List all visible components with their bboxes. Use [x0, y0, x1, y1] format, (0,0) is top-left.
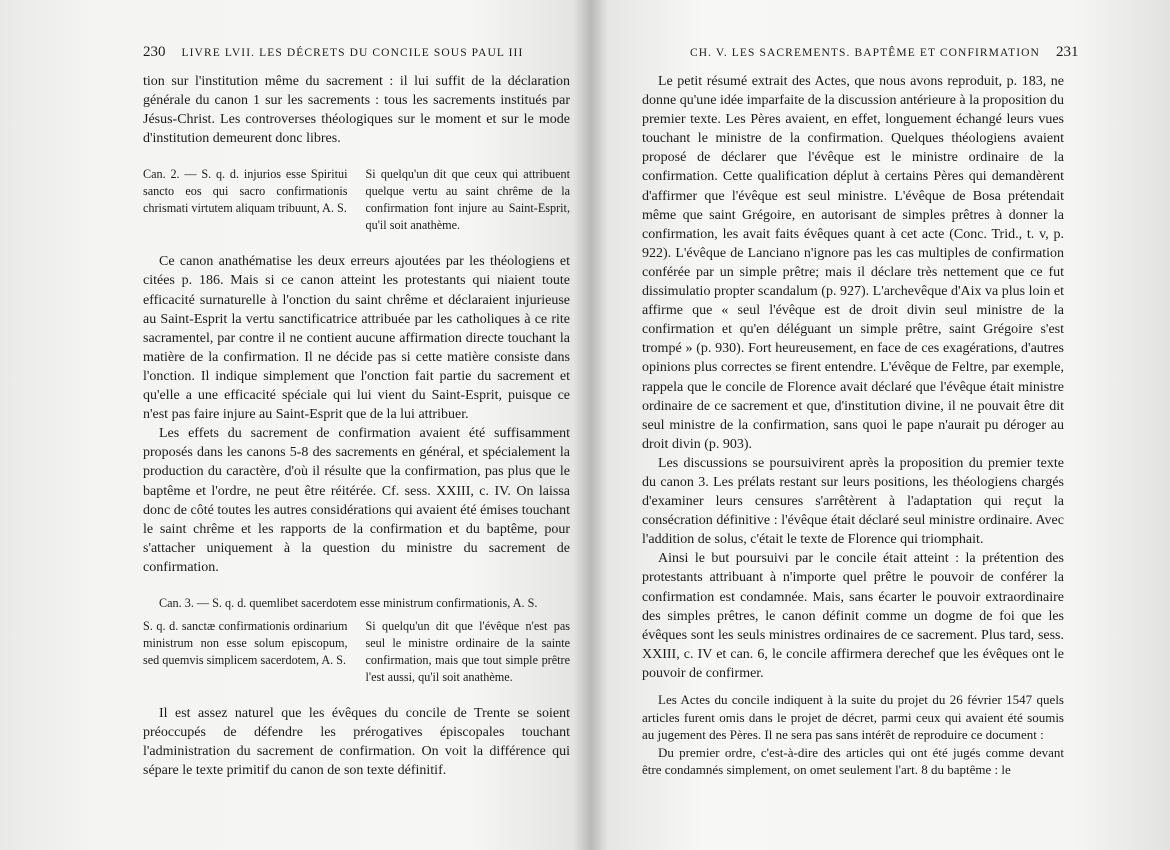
left-body [143, 72, 570, 780]
right-page-number: 231 [1055, 44, 1079, 60]
right-para-4: Les Actes du concile indiquent à la suite du projet du 26 février 1547 quels articles furent omis dans le projet de décret, parmi ceux qui avaient été soumis au jugement des Pères. Il ne sera pas sans intérêt de reproduire ce document : [642, 692, 1064, 743]
left-head-title: LIVRE LVII. LES DÉCRETS DU CONCILE SOUS PAUL III [181, 47, 524, 59]
canon-2-french: Si quelqu'un dit que ceux qui attribuent quelque vertu au saint chrême de la confirmation font injure au Saint-Esprit, qu'il soit anathème. [365, 167, 570, 233]
left-running-head [143, 44, 523, 61]
canon-3 [143, 618, 570, 686]
right-running-head [690, 44, 1078, 61]
canon-3-french: Si quelqu'un dit que l'évêque n'est pas seul le ministre ordinaire de la sainte confirmation, mais que tout simple prêtre l'est aussi, qu'il soit anathème. [365, 618, 570, 684]
right-head-title: CH. V. LES SACREMENTS. BAPTÊME ET CONFIRMATION [690, 47, 1040, 59]
right-para-3: Ainsi le but poursuivi par le concile était atteint : la prétention des protestants attribuant à n'importe quel prêtre le pouvoir de conférer la confirmation est condamnée. Mais, sans écarter le pouvoir extraordinaire des simples prêtres, le canon définit comme un dogme de foi que les évêques sont les seuls ministres ordinaires de ce sacrement. Plus tard, sess. XXIII, c. IV et can. 6, le concile affirmera derechef que les évêques ont le pouvoir de confirmer. [642, 551, 1064, 681]
right-para-1: Le petit résumé extrait des Actes, que nous avons reproduit, p. 183, ne donne qu'une idée imparfaite de la discussion antérieure à la proposition du premier texte. Les Pères avaient, en effet, longuement échangé leurs vues touchant le ministre de la confirmation. Quelques théologiens avaient proposé de déclarer que l'évêque est le ministre ordinaire de la confirmation. Cette qualification déplut à certains Pères qui demandèrent d'affirmer que l'évêque est seul ministre. L'évêque de Bosa prétendait même que saint Grégoire, en autorisant de simples prêtres à donner la confirmation, les avait faits évêques quant à cet acte (Conc. Trid., t. v, p. 922). L'évêque de Lanciano n'ignore pas les cas multiples de confirmation conférée par un simple prêtre; mais il déclare très nettement que ce fut dissimulatio propter scandalum (p. 927). L'archevêque d'Aix va plus loin et affirme que « seul l'évêque est de droit divin seul ministre de la confirmation et qu'en déléguant un simple prêtre, saint Grégoire s'est trompé » (p. 930). Fort heureusement, en face de ces exagérations, d'autres opinions plus correctes se firent entendre. L'évêque de Feltre, par exemple, rappela que le concile de Florence avait déclaré que l'évêque était ministre ordinaire de ce sacrement et que, d'institution divine, il ne pouvait être dit seul ministre de la confirmation, sans quoi le pape n'aurait pu déroger au droit divin (p. 903). [642, 74, 1065, 452]
right-para-5: Du premier ordre, c'est-à-dire des articles qui ont été jugés comme devant être condamnés simplement, on omet seulement l'art. 8 du baptême : le [642, 744, 1064, 778]
left-para-3: Les effets du sacrement de confirmation avaient été suffisamment proposés dans les canons 5-8 des sacrements en général, et spécialement la production du caractère, d'où il résulte que la confirmation, pas plus que le baptême et l'ordre, ne peut être réitérée. Cf. sess. XXIII, c. IV. On laissa donc de côté toutes les autres considérations qui avaient été émises touchant le saint chrême et les rapports de la confirmation et du baptême, pour s'attacher uniquement à la question du ministre du sacrement de confirmation. [143, 426, 570, 575]
left-para-1: tion sur l'institution même du sacrement : il lui suffit de la déclaration générale du canon 1 sur les sacrements : tous les sacrements institués par Jésus-Christ. Les controverses théologiques sur le moment et sur le mode d'institution demeurent donc libres. [143, 74, 570, 147]
right-page [596, 0, 1170, 850]
right-body [642, 72, 1064, 779]
right-para-2: Les discussions se poursuivirent après la proposition du premier texte du canon 3. Les prélats restant sur leurs positions, les théologiens chargés d'examiner leurs censures s'arrêtèrent à l'adaptation qui reçut la consécration définitive : l'évêque était déclaré seul ministre ordinaire. Avec l'addition de solus, c'était le texte de Florence qui triomphait. [642, 455, 1064, 548]
left-page-number: 230 [143, 44, 166, 60]
canon-2 [143, 166, 570, 234]
left-para-4: Il est assez naturel que les évêques du concile de Trente se soient préoccupés de défendre les prérogatives épiscopales touchant l'administration du sacrement de confirmation. On voit la différence qui sépare le texte primitif du canon de son texte définitif. [143, 705, 570, 779]
canon-3-latin: S. q. d. sanctæ confirmationis ordinarium ministrum non esse solum episcopum, sed quemvis simplicem sacerdotem, A. S. [143, 618, 348, 667]
canon-2-latin: Can. 2. — S. q. d. injurios esse Spiritui sancto eos qui sacro confirmationis chrismati virtutem aliquam tribuunt, A. S. [143, 167, 348, 216]
left-para-2: Ce canon anathématise les deux erreurs ajoutées par les théologiens et citées p. 186. Mais si ce canon atteint les protestants qui niaient toute efficacité surnaturelle à l'onction du saint chrême et déclaraient injurieuse au Saint-Esprit la vertu sanctificatrice attribuée par les catholiques à ce rite sacramentel, par contre il ne contient aucune affirmation directe touchant la matière de la confirmation. Il ne décide pas si cette matière consiste dans l'onction. Il indique simplement que l'onction fait partie du sacrement et qu'elle a une efficacité spéciale qui lui vient du Saint-Esprit, puisque ce n'est pas faire injure au Saint-Esprit que de la lui attribuer. [143, 254, 570, 423]
canon-3-first: Can. 3. — S. q. d. quemlibet sacerdotem esse ministrum confirmationis, A. S. [159, 595, 538, 610]
